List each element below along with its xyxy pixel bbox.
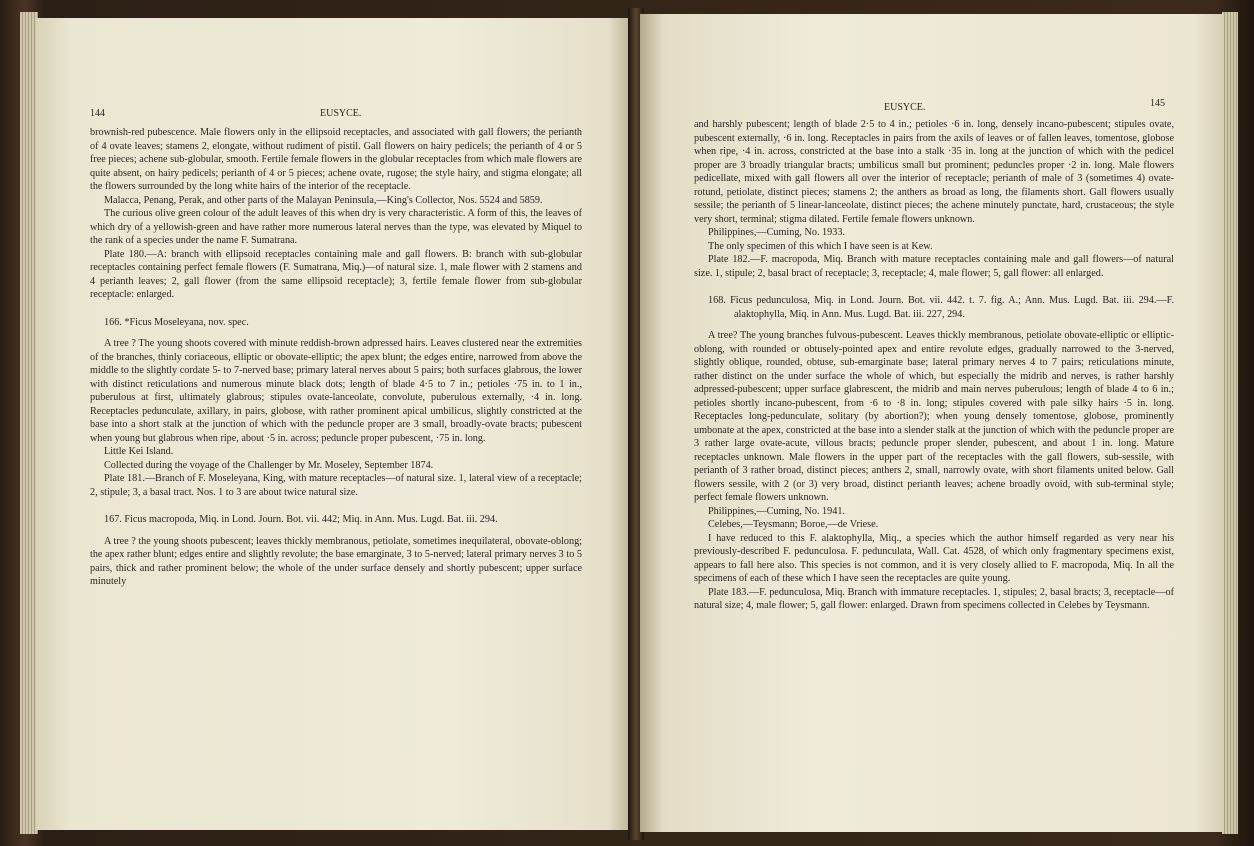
page-edges-right: [1222, 12, 1238, 834]
paragraph: Plate 183.—F. pedunculosa, Miq. Branch with immature receptacles. 1, stipules; 2, basal bracts; 3, receptacle—of natural size; 4, male flower; 5, gall flower: enlarged. Drawn from specimens collected in Celebes by Teysmann.: [694, 586, 1174, 611]
paragraph: The only specimen of this which I have seen is at Kew.: [708, 240, 933, 252]
paragraph: Collected during the voyage of the Challenger by Mr. Moseley, September 1874.: [104, 459, 434, 471]
paragraph: The curious olive green colour of the adult leaves of this when dry is very characteristic. A form of this, the leaves of which dry of a yellowish-green and have rather more numerous lateral nerves than the type, was elevated by Miquel to the rank of a species under the name F. Sumatrana.: [90, 208, 582, 246]
paragraph: A tree ? The young shoots covered with minute reddish-brown adpressed hairs. Leaves clustered near the extremities of the branches, thinly coriaceous, elliptic or obovate-elliptic; the apex blunt; the edges entire, narrowed from above the middle to the slightly cordate 5- to 7-nerved base; primary lateral nerves about 5 pairs; both surfaces glabrous, the lower with distinct reticulations and numerous minute black dots; length of blade 4·5 to 7 in.; petioles ·75 in. to 1 in., puberulous at first, ultimately glabrous; stipules ovate-lanceolate, convolute, puberulous externally, ·4 in. long. Receptacles pedunculate, axillary, in pairs, globose, with rather prominent apical umbilicus, slightly constricted at the base into a short stalk at the junction of which with the peduncle proper are 3 small, broadly-ovate bracts; pubescent when young but glabrous when ripe, about ·5 in. across; peduncle proper pubescent, ·75 in. long.: [90, 338, 582, 444]
left-body: [90, 126, 582, 589]
paragraph: A tree ? the young shoots pubescent; leaves thickly membranous, petiolate, sometimes inequilateral, obovate-oblong; the apex rather blunt; edges entire and slightly revolute; the base emarginate, 3 to 5-nerved; lateral primary nerves 3 to 5 pairs, thick and rather prominent below; the whole of the under surface densely and shortly pubescent; upper surface minutely: [90, 535, 582, 587]
right-running-head: EUSYCE.: [884, 102, 926, 113]
right-page: [640, 14, 1224, 832]
paragraph: Plate 181.—Branch of F. Moseleyana, King, with mature receptacles—of natural size. 1, lateral view of a receptacle; 2, stipule; 3, a basal tract. Nos. 1 to 3 are about twice natural size.: [90, 473, 582, 498]
left-page: [36, 18, 632, 830]
species-heading-166: 166. *Ficus Moseleyana, nov. spec.: [104, 316, 249, 328]
paragraph: and harshly pubescent; length of blade 2·5 to 4 in.; petioles ·6 in. long, densely incano-pubescent; stipules ovate, pubescent externally, ·6 in. long. Receptacles in pairs from the axils of leaves or of fallen leaves, tomentose, globose when ripe, ·4 in. across, constricted at the base into a stalk ·35 in. long at the junction of which with the pedicel proper are 3 broadly triangular bracts; umbilicus small but prominent; peduncles proper ·2 in. long. Male flowers pedicellate, mixed with gall flowers all over the interior of receptacle; perianth of male of 3 (sometimes 4) ovate-rotund, petiolate, distinct pieces; stamens 2; the anthers as broad as long, the filaments short. Gall flowers usually sessile; the perianth of 5 linear-lanceolate, distinct pieces; the achene minutely punctate, hard, crustaceous; the style very short, terminal; stigma dilated. Fertile female flowers unknown.: [694, 119, 1174, 225]
paragraph: brownish-red pubescence. Male flowers only in the ellipsoid receptacles, and associated with gall flowers; the perianth of 4 ovate leaves; stamens 2, elongate, without rudiment of pistil. Gall flowers on hairy pedicels; the perianth of 4 or 5 free pieces; achene sub-globular, smooth. Fertile female flowers in the globular receptacles from which male flowers are quite absent, on hairy pedicels; perianth of 4 or 5 pieces; achene ovate, rugose; the style hairy, and stigma elongate; all the flowers surrounded by the long white hairs of the interior of the receptacle.: [90, 127, 582, 192]
right-body: [694, 118, 1174, 613]
paragraph: Malacca, Penang, Perak, and other parts of the Malayan Peninsula,—King's Collector, Nos. 5524 and 5859.: [104, 194, 543, 206]
species-heading-168: 168. Ficus pedunculosa, Miq. in Lond. Journ. Bot. vii. 442. t. 7. fig. A.; Ann. Mus. Lugd. Bat. iii. 294.—F. alaktophylla, Miq. in Ann. Mus. Lugd. Bat. iii. 227, 294.: [708, 295, 1174, 320]
paragraph: Plate 180.—A: branch with ellipsoid receptacles containing male and gall flowers. B: branch with sub-globular receptacles containing perfect female flowers (F. Sumatrana, Miq.)—of natural size. 1, male flower with 2 stamens and 4 perianth leaves; 2, gall flower (from the same ellipsoid receptacle); 3, fertile female flower from sub-globular receptacle: enlarged.: [90, 248, 582, 300]
paragraph: A tree? The young branches fulvous-pubescent. Leaves thickly membranous, petiolate obovate-elliptic or elliptic-oblong, with rounded or obtusely-pointed apex and entire revolute edges, gradually narrowed to the 3-nerved, slightly oblique, rounded, obtuse, sub-emarginate base; lateral primary nerves 4 to 7 pairs; reticulations minute, rather distinct on the under surface the whole of which, but especially the midrib and nerves, is rather harshly adpressed-pubescent; upper surface glabrescent, the midrib and main nerves puberulous; length of blade 4 to 6 in.; petioles shortly incano-pubescent, from ·6 to ·8 in. long; stipules covered with pale silky hairs ·5 in. long. Receptacles long-pedunculate, solitary (by abortion?); when young densely tomentose, globose, prominently umbonate at the apex, constricted at the base into a slender stalk at the junction of which with the peduncle proper are 3 rather large ovate-acute, villous bracts; peduncle proper slender, pubescent, and about 1 in. long. Mature receptacles unknown. Male flowers in the upper part of the receptacles with the gall flowers, sub-sessile, with perianth of 3 rather broad, distinct pieces; anthers 2, small, narrowly ovate, with short filaments united below. Gall flowers sessile, with 2 (or 3) very broad, distinct perianth leaves; achene broadly ovoid, with sub-terminal style; perfect female flowers unknown.: [694, 330, 1174, 503]
left-running-head: EUSYCE.: [320, 108, 362, 119]
paragraph: Little Kei Island.: [104, 446, 174, 457]
paragraph: I have reduced to this F. alaktophylla, Miq., a species which the author himself regarded as very near his previously-described F. pedunculosa. F. pedunculata, Wall. Cat. 4528, of which only fragmentary specimens exist, appears to fall here also. This species is not common, and it is very closely allied to F. macropoda, Miq. In all the specimens of each of these which I have seen the receptacles are quite young.: [694, 532, 1174, 584]
left-page-number: 144: [90, 108, 105, 119]
paragraph: Celebes,—Teysmann; Boroe,—de Vriese.: [708, 519, 879, 530]
paragraph: Plate 182.—F. macropoda, Miq. Branch with mature receptacles containing male and gall flowers—of natural size. 1, stipule; 2, basal bract of receptacle; 3, receptacle; 4, male flower; 5, gall flower: all enlarged.: [694, 254, 1174, 279]
paragraph: Philippines,—Cuming, No. 1941.: [708, 505, 845, 517]
right-page-number: 145: [1150, 98, 1165, 109]
paragraph: Philippines,—Cuming, No. 1933.: [708, 227, 845, 238]
species-heading-167: 167. Ficus macropoda, Miq. in Lond. Journ. Bot. vii. 442; Miq. in Ann. Mus. Lugd. Bat. iii. 294.: [104, 514, 498, 525]
